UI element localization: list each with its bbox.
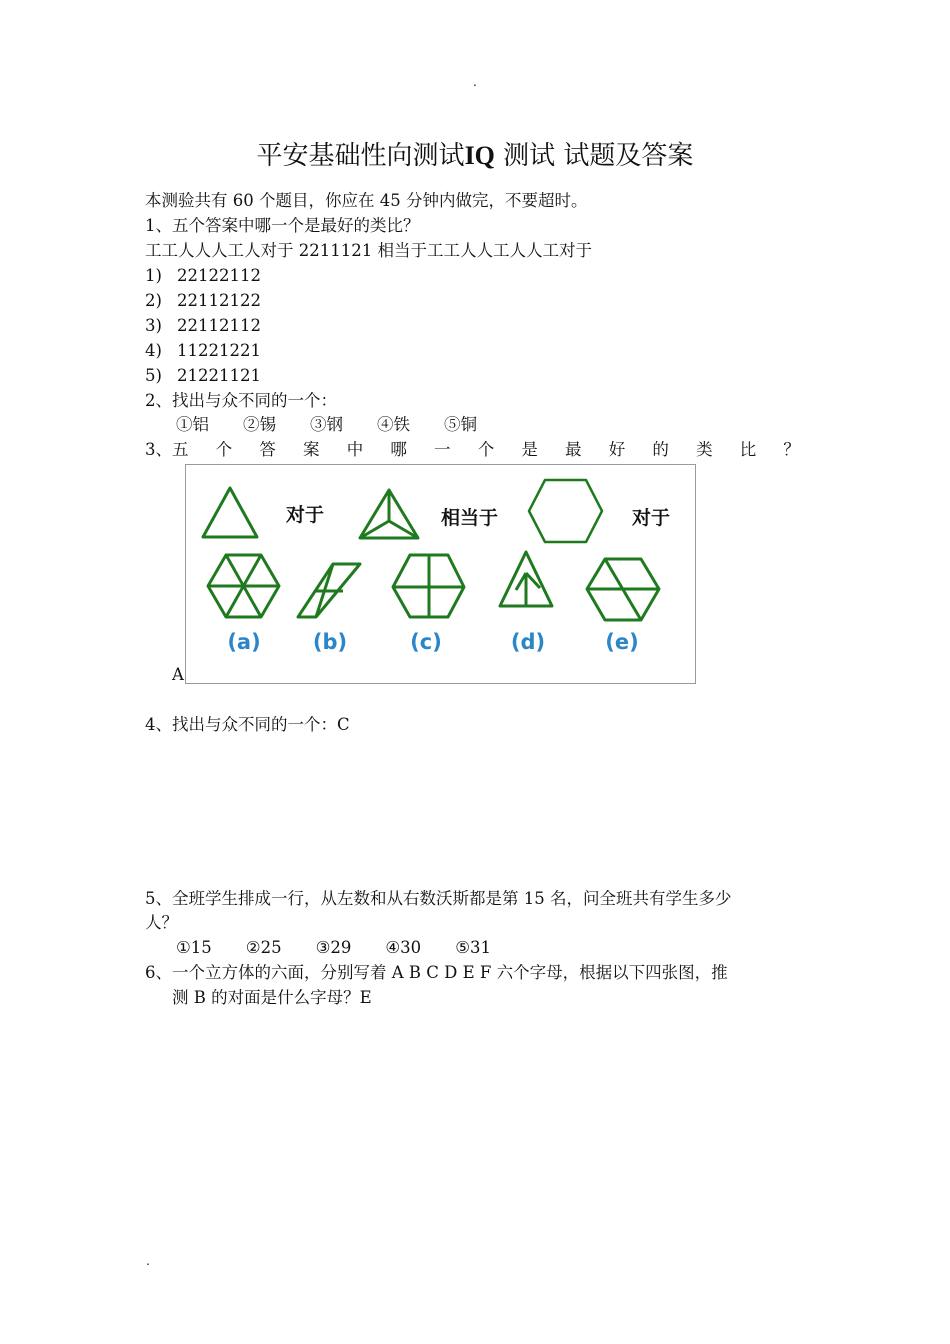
- choice: ①铝: [176, 415, 209, 434]
- option-c-shape: [393, 555, 464, 617]
- triangle-with-center-lines-shape: [360, 490, 418, 538]
- choice: ④30: [385, 938, 422, 957]
- choice: ①15: [176, 938, 212, 957]
- caption-d: (d): [510, 630, 546, 654]
- q3-char: 好: [608, 440, 626, 459]
- q3-char: 案: [303, 440, 320, 459]
- option-number: 4): [145, 341, 162, 360]
- figure-captions: [227, 630, 638, 654]
- choice: ③钢: [310, 415, 343, 434]
- q4-question: 4、找出与众不同的一个：C: [145, 715, 350, 734]
- q3-char: 比: [739, 440, 757, 459]
- intro-text: 本测验共有 60 个题目，你应在 45 分钟内做完，不要超时。: [145, 191, 588, 210]
- q3-figure-svg: [186, 465, 695, 683]
- q3-figure: [185, 464, 696, 684]
- choice: ③29: [315, 938, 352, 957]
- option-value: 11221221: [177, 341, 261, 360]
- option-number: 2): [145, 291, 162, 310]
- q5-question-line-1: 5、全班学生排成一行，从左数和从右数沃斯都是第 15 名，问全班共有学生多少: [145, 889, 732, 908]
- q2-choices: [176, 414, 511, 436]
- title-part-2: IQ: [464, 141, 495, 170]
- q3-question: [145, 439, 800, 461]
- figure-labels: [286, 503, 670, 529]
- page-marker-bottom: .: [146, 1254, 150, 1268]
- q1-option: [145, 340, 261, 362]
- option-a-shape: [208, 555, 279, 617]
- q3-char: 3、五: [145, 440, 189, 459]
- option-number: 3): [145, 316, 162, 335]
- title-part-1: 平安基础性向测试: [256, 141, 465, 171]
- option-value: 22122112: [177, 266, 261, 285]
- q3-char: 一: [434, 440, 451, 459]
- q3-char: 是: [521, 440, 538, 459]
- option-d-shape: [500, 552, 552, 606]
- q6-question-line-1: 6、一个立方体的六面，分别写着 A B C D E F 六个字母，根据以下四张图，推: [145, 963, 728, 982]
- q3-char: ？: [783, 440, 800, 459]
- option-number: 1): [145, 266, 162, 285]
- q1-prompt: 工工人人人工人对于 2211121 相当于工工人人工人人工对于: [145, 241, 592, 260]
- q2-question: 2、找出与众不同的一个：: [145, 391, 337, 410]
- q1-option: [145, 265, 261, 287]
- figure-label-1: 对于: [286, 504, 325, 526]
- q6-question-line-2: 测 B 的对面是什么字母？E: [172, 988, 372, 1007]
- q1-option: [145, 290, 261, 312]
- q3-char: 个: [477, 440, 495, 459]
- figure-label-3: 对于: [632, 507, 671, 529]
- caption-b: (b): [312, 630, 348, 654]
- hexagon-shape: [529, 480, 602, 542]
- figure-shapes: [203, 480, 659, 620]
- title-part-3: 测试 试题及答案: [503, 141, 694, 171]
- q3-char: 个: [215, 440, 233, 459]
- page-marker-top: .: [473, 75, 477, 89]
- q3-char: 哪: [390, 440, 407, 459]
- option-b-shape: [298, 564, 360, 617]
- choice: ④铁: [377, 415, 410, 434]
- choice: ⑤铜: [444, 415, 477, 434]
- choice: ②25: [245, 938, 282, 957]
- q1-option: [145, 365, 261, 387]
- q1-option: [145, 315, 261, 337]
- q3-char: 答: [259, 440, 276, 459]
- option-value: 22112122: [177, 291, 261, 310]
- option-e-shape: [587, 559, 659, 620]
- choice: ②锡: [243, 415, 276, 434]
- q3-char: 中: [346, 440, 364, 459]
- caption-e: (e): [605, 630, 639, 654]
- q5-choices: [176, 937, 525, 959]
- q3-answer: A: [172, 665, 184, 684]
- option-value: 21221121: [177, 366, 261, 385]
- option-number: 5): [145, 366, 162, 385]
- figure-label-2: 相当于: [441, 507, 499, 529]
- triangle-shape: [203, 488, 257, 537]
- q1-question: 1、五个答案中哪一个是最好的类比？: [145, 216, 420, 235]
- choice: ⑤31: [455, 938, 491, 957]
- q5-question-line-2: 人？: [145, 913, 178, 932]
- caption-c: (c): [410, 630, 442, 654]
- q3-char: 最: [565, 440, 582, 459]
- q3-char: 类: [696, 440, 713, 459]
- option-value: 22112112: [177, 316, 261, 335]
- q3-char: 的: [652, 440, 669, 459]
- caption-a: (a): [227, 630, 261, 654]
- page-title: [0, 140, 950, 172]
